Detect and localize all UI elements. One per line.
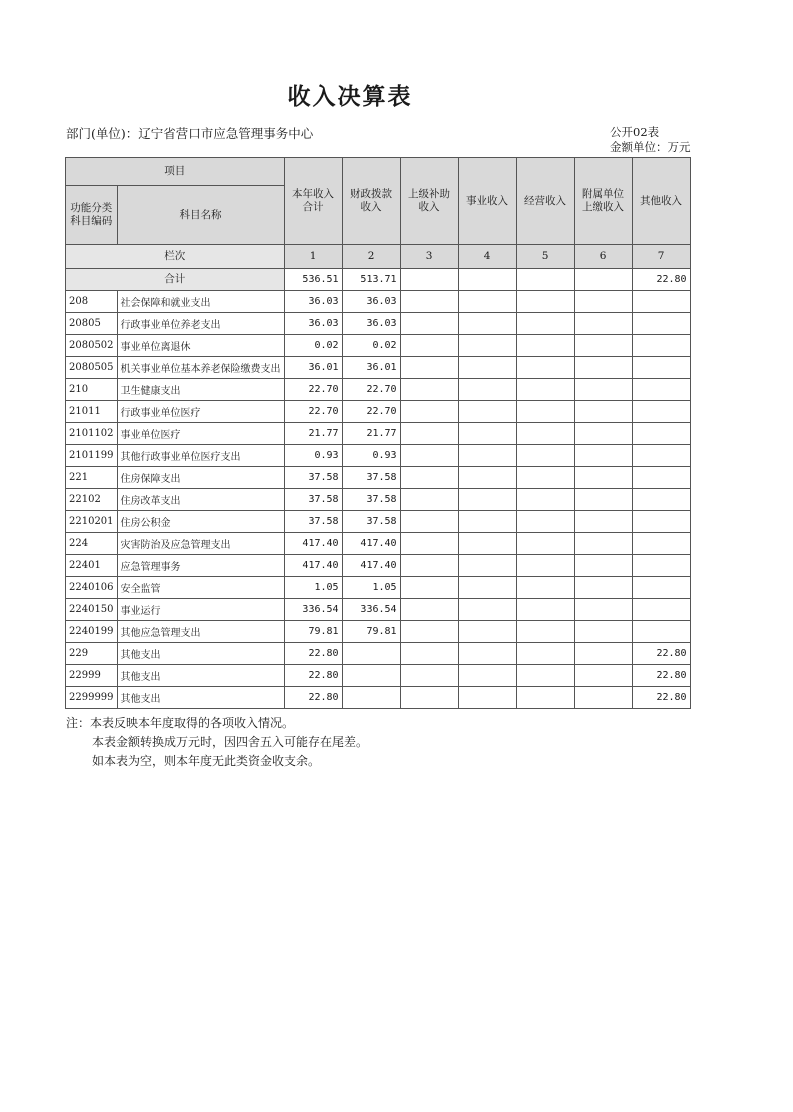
amount-cell: 22.70 (342, 379, 400, 401)
amount-cell: 417.40 (284, 533, 342, 555)
amount-cell (400, 577, 458, 599)
amount-cell (458, 599, 516, 621)
amount-cell (458, 445, 516, 467)
amount-cell (400, 291, 458, 313)
amount-cell (632, 357, 690, 379)
amount-cell (516, 313, 574, 335)
amount-cell: 79.81 (284, 621, 342, 643)
table-row (66, 511, 691, 533)
col-header: 经营收入 (516, 158, 574, 245)
table-row (66, 401, 691, 423)
amount-cell (632, 489, 690, 511)
amount-cell (516, 621, 574, 643)
amount-cell: 22.80 (632, 643, 690, 665)
amount-cell (516, 445, 574, 467)
amount-cell (632, 401, 690, 423)
amount-cell (342, 643, 400, 665)
subject-name-cell: 其他行政事业单位医疗支出 (117, 445, 284, 467)
amount-cell (458, 467, 516, 489)
amount-cell (400, 489, 458, 511)
func-code-cell: 210 (66, 379, 118, 401)
amount-cell (458, 533, 516, 555)
amount-cell: 36.01 (342, 357, 400, 379)
amount-cell: 22.80 (284, 643, 342, 665)
amount-cell (400, 599, 458, 621)
amount-cell (574, 357, 632, 379)
amount-cell (458, 401, 516, 423)
subject-name-cell: 机关事业单位基本养老保险缴费支出 (117, 357, 284, 379)
header-func-code: 功能分类科目编码 (66, 186, 118, 245)
table-row (66, 291, 691, 313)
amount-cell (574, 445, 632, 467)
total-cell (516, 269, 574, 291)
func-code-cell: 2080505 (66, 357, 118, 379)
amount-cell (574, 621, 632, 643)
note-line: 注：本表反映本年度取得的各项收入情况。 (66, 716, 295, 730)
amount-cell: 36.03 (342, 313, 400, 335)
func-code-cell: 2101199 (66, 445, 118, 467)
amount-cell (516, 511, 574, 533)
income-table (65, 157, 691, 709)
amount-cell (458, 379, 516, 401)
amount-cell (516, 423, 574, 445)
func-code-cell: 21011 (66, 401, 118, 423)
func-code-cell: 22102 (66, 489, 118, 511)
amount-cell: 0.02 (284, 335, 342, 357)
func-code-cell: 2210201 (66, 511, 118, 533)
table-row (66, 555, 691, 577)
subject-name-cell: 其他支出 (117, 687, 284, 709)
row-number: 7 (632, 245, 690, 269)
func-code-cell: 2240150 (66, 599, 118, 621)
amount-cell: 36.03 (284, 291, 342, 313)
amount-cell (632, 577, 690, 599)
header-row (66, 158, 691, 186)
amount-cell (574, 401, 632, 423)
table-row (66, 621, 691, 643)
amount-cell (574, 511, 632, 533)
table-row (66, 423, 691, 445)
func-code-cell: 229 (66, 643, 118, 665)
subject-name-cell: 事业单位离退休 (117, 335, 284, 357)
amount-cell: 22.80 (632, 665, 690, 687)
row-number: 3 (400, 245, 458, 269)
amount-cell (400, 423, 458, 445)
amount-cell (400, 533, 458, 555)
amount-cell: 417.40 (342, 555, 400, 577)
amount-cell (458, 665, 516, 687)
row-number: 4 (458, 245, 516, 269)
col-header: 上级补助收入 (400, 158, 458, 245)
total-cell (458, 269, 516, 291)
table-row (66, 577, 691, 599)
amount-cell (632, 445, 690, 467)
subject-name-cell: 其他支出 (117, 643, 284, 665)
amount-cell: 37.58 (342, 489, 400, 511)
amount-cell: 22.80 (632, 687, 690, 709)
func-code-cell: 2299999 (66, 687, 118, 709)
amount-cell (574, 577, 632, 599)
func-code-cell: 20805 (66, 313, 118, 335)
amount-cell (574, 467, 632, 489)
table-row (66, 335, 691, 357)
form-info (610, 125, 691, 155)
amount-cell (400, 665, 458, 687)
header-subject-name: 科目名称 (117, 186, 284, 245)
amount-cell: 37.58 (284, 489, 342, 511)
amount-cell (400, 379, 458, 401)
table-row (66, 665, 691, 687)
amount-cell (632, 423, 690, 445)
amount-cell (458, 687, 516, 709)
total-cell: 22.80 (632, 269, 690, 291)
amount-cell: 417.40 (284, 555, 342, 577)
row-number: 1 (284, 245, 342, 269)
func-code-cell: 22999 (66, 665, 118, 687)
row-number-label: 栏次 (66, 245, 285, 269)
table-row (66, 357, 691, 379)
amount-cell: 36.03 (284, 313, 342, 335)
func-code-cell: 2240106 (66, 577, 118, 599)
amount-cell (516, 577, 574, 599)
page-title: 收入决算表 (287, 84, 413, 110)
amount-cell: 1.05 (284, 577, 342, 599)
amount-cell: 22.70 (284, 401, 342, 423)
amount-cell: 37.58 (284, 467, 342, 489)
amount-cell (516, 401, 574, 423)
amount-cell (632, 555, 690, 577)
amount-cell (400, 445, 458, 467)
amount-cell: 22.80 (284, 665, 342, 687)
subject-name-cell: 卫生健康支出 (117, 379, 284, 401)
subject-name-cell: 其他支出 (117, 665, 284, 687)
amount-cell (400, 401, 458, 423)
func-code-cell: 2240199 (66, 621, 118, 643)
amount-cell (400, 621, 458, 643)
total-cell: 513.71 (342, 269, 400, 291)
amount-cell (516, 379, 574, 401)
amount-cell: 0.93 (342, 445, 400, 467)
amount-cell (632, 291, 690, 313)
amount-cell (400, 511, 458, 533)
subject-name-cell: 应急管理事务 (117, 555, 284, 577)
func-code-cell: 2101102 (66, 423, 118, 445)
func-code-cell: 22401 (66, 555, 118, 577)
col-header: 本年收入合计 (284, 158, 342, 245)
amount-cell: 22.70 (342, 401, 400, 423)
amount-cell: 0.93 (284, 445, 342, 467)
amount-cell (516, 555, 574, 577)
amount-cell (400, 467, 458, 489)
amount-cell: 336.54 (342, 599, 400, 621)
func-code-cell: 2080502 (66, 335, 118, 357)
table-row (66, 599, 691, 621)
subject-name-cell: 住房改革支出 (117, 489, 284, 511)
amount-cell (574, 313, 632, 335)
amount-cell (458, 511, 516, 533)
amount-cell (458, 489, 516, 511)
amount-cell (632, 467, 690, 489)
amount-cell: 0.02 (342, 335, 400, 357)
col-header: 财政拨款收入 (342, 158, 400, 245)
row-number: 2 (342, 245, 400, 269)
amount-cell (458, 291, 516, 313)
amount-cell (400, 643, 458, 665)
amount-cell: 37.58 (342, 511, 400, 533)
col-header: 事业收入 (458, 158, 516, 245)
amount-cell (458, 555, 516, 577)
amount-cell (516, 665, 574, 687)
table-row (66, 687, 691, 709)
row-number: 5 (516, 245, 574, 269)
header-item: 项目 (66, 158, 285, 186)
amount-cell (632, 313, 690, 335)
amount-cell (458, 313, 516, 335)
col-header: 其他收入 (632, 158, 690, 245)
amount-cell (400, 313, 458, 335)
amount-cell (574, 599, 632, 621)
form-id: 公开02表 (610, 125, 660, 139)
amount-cell (342, 665, 400, 687)
amount-cell (342, 687, 400, 709)
amount-cell (400, 555, 458, 577)
amount-cell (574, 489, 632, 511)
table-row (66, 379, 691, 401)
amount-cell (574, 335, 632, 357)
amount-cell (574, 665, 632, 687)
amount-cell (516, 357, 574, 379)
amount-cell (458, 621, 516, 643)
amount-cell (632, 533, 690, 555)
amount-cell (458, 335, 516, 357)
subject-name-cell: 事业运行 (117, 599, 284, 621)
total-row (66, 269, 691, 291)
amount-cell (458, 423, 516, 445)
subject-name-cell: 行政事业单位养老支出 (117, 313, 284, 335)
amount-cell (574, 533, 632, 555)
subject-name-cell: 事业单位医疗 (117, 423, 284, 445)
table-row (66, 533, 691, 555)
amount-cell: 336.54 (284, 599, 342, 621)
amount-unit: 金额单位：万元 (610, 140, 691, 154)
amount-cell (574, 379, 632, 401)
amount-cell (574, 687, 632, 709)
subject-name-cell: 其他应急管理支出 (117, 621, 284, 643)
total-cell: 536.51 (284, 269, 342, 291)
subject-name-cell: 灾害防治及应急管理支出 (117, 533, 284, 555)
amount-cell: 36.03 (342, 291, 400, 313)
notes (66, 714, 368, 771)
total-cell (400, 269, 458, 291)
amount-cell (516, 335, 574, 357)
amount-cell (516, 599, 574, 621)
amount-cell: 21.77 (284, 423, 342, 445)
func-code-cell: 221 (66, 467, 118, 489)
amount-cell (632, 621, 690, 643)
amount-cell (400, 335, 458, 357)
amount-cell (574, 291, 632, 313)
subject-name-cell: 住房公积金 (117, 511, 284, 533)
amount-cell: 1.05 (342, 577, 400, 599)
amount-cell (458, 577, 516, 599)
amount-cell (516, 489, 574, 511)
subject-name-cell: 行政事业单位医疗 (117, 401, 284, 423)
amount-cell (516, 533, 574, 555)
amount-cell (632, 335, 690, 357)
amount-cell (574, 555, 632, 577)
amount-cell: 21.77 (342, 423, 400, 445)
func-code-cell: 208 (66, 291, 118, 313)
amount-cell (632, 599, 690, 621)
department-label: 部门(单位)：辽宁省营口市应急管理事务中心 (66, 126, 314, 141)
amount-cell: 37.58 (284, 511, 342, 533)
note-line: 本表金额转换成万元时，因四舍五入可能存在尾差。 (92, 735, 369, 749)
table-row (66, 445, 691, 467)
table-body (66, 158, 691, 709)
table-row (66, 489, 691, 511)
subject-name-cell: 住房保障支出 (117, 467, 284, 489)
amount-cell: 22.70 (284, 379, 342, 401)
amount-cell (400, 357, 458, 379)
amount-cell: 36.01 (284, 357, 342, 379)
amount-cell: 22.80 (284, 687, 342, 709)
amount-cell (516, 467, 574, 489)
amount-cell (574, 423, 632, 445)
amount-cell (400, 687, 458, 709)
amount-cell (458, 643, 516, 665)
total-label: 合计 (66, 269, 285, 291)
row-number: 6 (574, 245, 632, 269)
amount-cell: 79.81 (342, 621, 400, 643)
amount-cell: 417.40 (342, 533, 400, 555)
total-cell (574, 269, 632, 291)
amount-cell (516, 643, 574, 665)
amount-cell (516, 687, 574, 709)
note-line: 如本表为空，则本年度无此类资金收支余。 (92, 754, 321, 768)
table-row (66, 313, 691, 335)
amount-cell (632, 379, 690, 401)
amount-cell (516, 291, 574, 313)
amount-cell: 37.58 (342, 467, 400, 489)
amount-cell (632, 511, 690, 533)
amount-cell (458, 357, 516, 379)
table-row (66, 467, 691, 489)
subject-name-cell: 安全监管 (117, 577, 284, 599)
subject-name-cell: 社会保障和就业支出 (117, 291, 284, 313)
row-number-row (66, 245, 691, 269)
amount-cell (574, 643, 632, 665)
table-row (66, 643, 691, 665)
col-header: 附属单位上缴收入 (574, 158, 632, 245)
func-code-cell: 224 (66, 533, 118, 555)
